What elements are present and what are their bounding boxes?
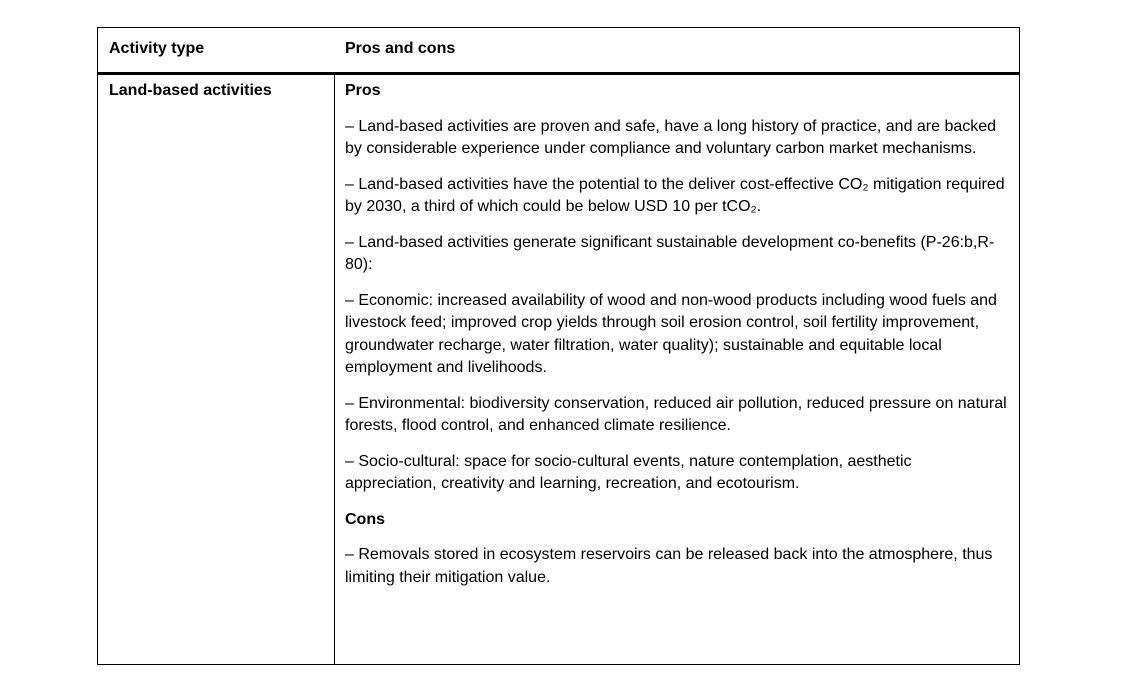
pros-item-1: – Land-based activities are proven and safe, have a long history of practice, and are backed by considerable experience under compliance and voluntary carbon market mechanisms. [345, 117, 997, 157]
cons-item-1: – Removals stored in ecosystem reservoirs can be released back into the atmosphere, thus limiting their mitigation value. [345, 546, 993, 586]
cons-heading: Cons [345, 510, 385, 528]
pros-item-5: – Environmental: biodiversity conservation, reduced air pollution, reduced pressure on natural forests, flood control, and enhanced climate resilience. [345, 394, 1007, 434]
table-header-row [98, 28, 1019, 75]
pros-item-3: – Land-based activities generate significant sustainable development co-benefits (P-26:b,R-80): [345, 233, 995, 273]
pros-item-6: – Socio-cultural: space for socio-cultural events, nature contemplation, aesthetic appreciation, creativity and learning, recreation, and ecotourism. [345, 452, 912, 492]
pros-item-2: – Land-based activities have the potential to the deliver cost-effective CO₂ mitigation required by 2030, a third of which could be below USD 10 per tCO₂. [345, 175, 1005, 215]
activity-type-cell: Land-based activities [98, 75, 335, 664]
header-activity-type: Activity type [109, 40, 205, 57]
pros-heading: Pros [345, 82, 381, 99]
pros-cons-table [97, 27, 1020, 665]
pros-item-4: – Economic: increased availability of wood and non-wood products including wood fuels and livestock feed; improved crop yields through soil erosion control, soil fertility improvement, groundwater recharge, water filtration, water quality); sustainable and equitable local employment and livelihoods. [345, 291, 997, 376]
table-row [98, 75, 1019, 664]
pros-cons-cell [335, 75, 1019, 664]
header-pros-and-cons: Pros and cons [345, 40, 456, 57]
